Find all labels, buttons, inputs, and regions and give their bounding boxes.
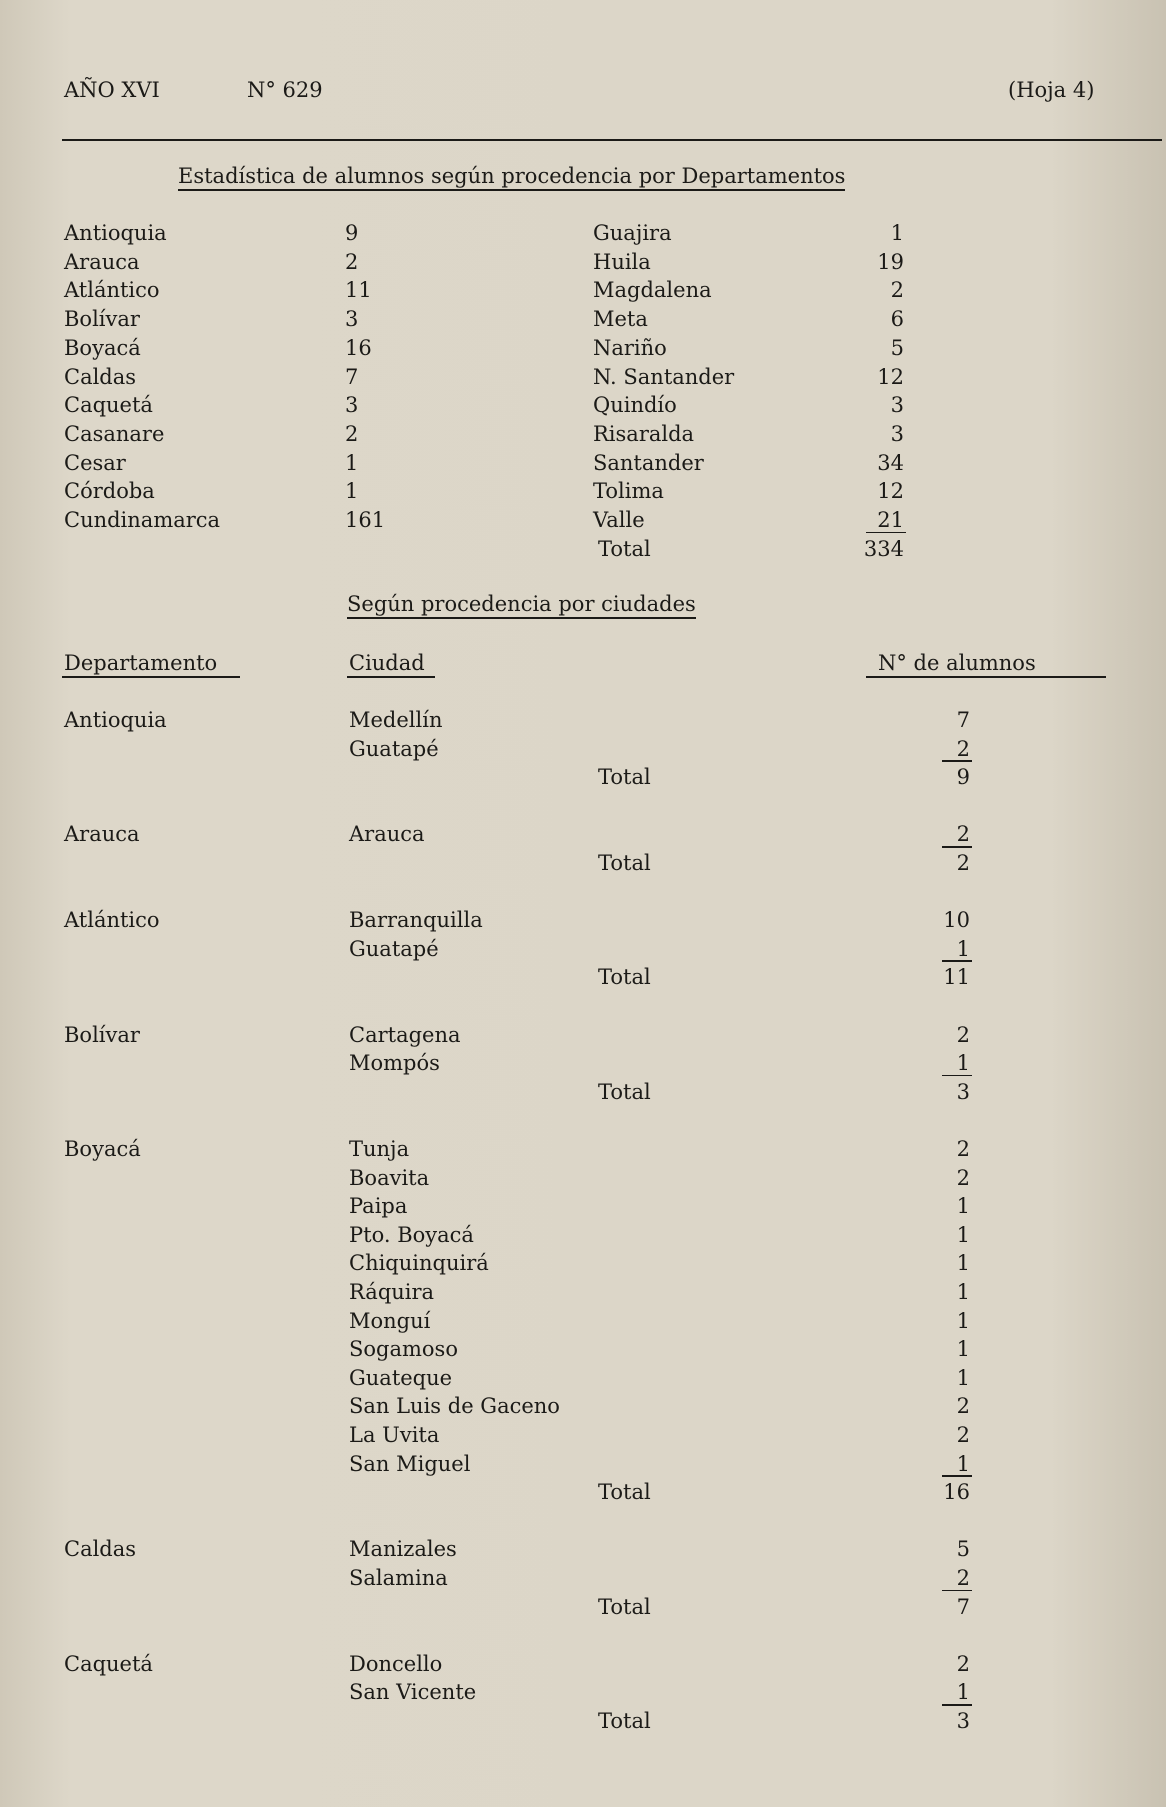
city-name: Paipa (349, 1194, 408, 1219)
city-count: 2 (956, 736, 970, 761)
city-count: 2 (956, 1165, 970, 1190)
header-number: N° 629 (247, 78, 323, 102)
city-count: 2 (956, 822, 970, 847)
departments-title: Estadística de alumnos según procedencia por Departamentos (178, 164, 845, 191)
group-department-name: Bolívar (64, 1022, 140, 1047)
city-name: Doncello (349, 1651, 443, 1676)
department-name: Nariño (593, 335, 667, 360)
city-name: Cartagena (349, 1022, 461, 1047)
city-count: 2 (956, 1651, 970, 1676)
header-year: AÑO XVI (64, 78, 160, 102)
department-count: 1 (890, 221, 904, 245)
group-total-rule (942, 760, 972, 762)
group-department-name: Boyacá (64, 1137, 141, 1161)
department-name: Atlántico (64, 278, 160, 303)
header-sheet: (Hoja 4) (1008, 78, 1095, 102)
city-name: Chiquinquirá (349, 1251, 489, 1276)
city-count: 1 (956, 1251, 970, 1276)
group-total-value: 3 (956, 1709, 970, 1733)
group-department-name: Antioquia (64, 708, 167, 732)
group-total-rule (942, 846, 972, 848)
departments-total-rule (866, 532, 906, 534)
group-department-name: Atlántico (64, 908, 160, 933)
group-total-value: 2 (956, 851, 970, 875)
department-name: Meta (593, 307, 648, 332)
group-total-rule (942, 1704, 972, 1706)
city-count: 2 (956, 1022, 970, 1047)
city-name: San Luis de Gaceno (349, 1394, 560, 1419)
city-count: 1 (956, 1194, 970, 1219)
department-count: 16 (345, 335, 372, 360)
header-rule (62, 139, 1162, 141)
department-name: Bolívar (64, 307, 140, 332)
department-count: 2 (345, 421, 359, 446)
department-name: Casanare (64, 421, 165, 446)
group-total-label: Total (598, 1079, 651, 1104)
department-name: Caquetá (64, 393, 153, 418)
department-name: Magdalena (593, 278, 712, 303)
group-total-label: Total (598, 965, 651, 990)
department-count: 1 (345, 450, 359, 475)
departments-total-label: Total (598, 536, 651, 561)
city-count: 1 (956, 1308, 970, 1333)
group-department-name: Arauca (64, 822, 140, 847)
city-count: 1 (956, 1051, 970, 1076)
city-name: Sogamoso (349, 1337, 458, 1362)
city-count: 1 (956, 1365, 970, 1390)
group-department-name: Caquetá (64, 1651, 153, 1676)
col-department-header: Departamento (64, 651, 218, 675)
city-name: Guatapé (349, 936, 439, 961)
group-total-rule (942, 1475, 972, 1477)
department-count: 3 (890, 421, 904, 446)
department-name: Cesar (64, 450, 126, 475)
department-count: 34 (877, 450, 904, 475)
col-count-underline (866, 676, 1106, 678)
city-count: 10 (943, 908, 970, 933)
city-count: 1 (956, 1451, 970, 1476)
cities-title: Según procedencia por ciudades (347, 592, 696, 619)
department-name: Valle (593, 508, 645, 532)
city-count: 7 (956, 708, 970, 732)
group-total-rule (942, 1590, 972, 1592)
city-count: 2 (956, 1394, 970, 1419)
city-name: La Uvita (349, 1423, 440, 1447)
department-count: 6 (890, 307, 904, 332)
city-name: Mompós (349, 1051, 440, 1076)
city-count: 2 (956, 1423, 970, 1447)
department-name: Arauca (64, 249, 140, 274)
city-count: 1 (956, 1337, 970, 1362)
city-count: 1 (956, 1680, 970, 1705)
city-count: 2 (956, 1137, 970, 1161)
department-count: 11 (345, 278, 372, 303)
department-count: 12 (877, 364, 904, 389)
group-total-value: 16 (943, 1480, 970, 1505)
department-count: 5 (890, 335, 904, 360)
city-count: 1 (956, 936, 970, 961)
group-total-value: 11 (943, 965, 970, 990)
department-count: 19 (877, 249, 904, 274)
col-city-header: Ciudad (349, 651, 425, 675)
city-name: Medellín (349, 708, 443, 732)
group-total-value: 3 (956, 1079, 970, 1104)
group-total-label: Total (598, 1709, 651, 1733)
group-total-label: Total (598, 765, 651, 790)
city-name: Salamina (349, 1566, 448, 1590)
department-count: 2 (890, 278, 904, 303)
city-name: Barranquilla (349, 908, 483, 933)
department-name: Boyacá (64, 335, 141, 360)
group-total-value: 9 (956, 765, 970, 790)
department-name: Huila (593, 249, 651, 274)
department-name: Risaralda (593, 421, 695, 446)
city-name: Tunja (349, 1137, 410, 1161)
department-count: 161 (345, 508, 386, 532)
city-name: Monguí (349, 1308, 431, 1333)
department-count: 7 (345, 364, 359, 389)
department-count: 12 (877, 479, 904, 504)
city-count: 2 (956, 1566, 970, 1590)
group-total-label: Total (598, 1480, 651, 1505)
group-total-label: Total (598, 1594, 651, 1619)
city-name: San Vicente (349, 1680, 477, 1705)
department-name: Guajira (593, 221, 672, 245)
department-count: 3 (890, 393, 904, 418)
city-name: Guateque (349, 1365, 453, 1390)
department-count: 3 (345, 393, 359, 418)
department-count: 9 (345, 221, 359, 245)
department-name: Antioquia (64, 221, 167, 245)
group-total-rule (942, 1075, 972, 1077)
city-name: Boavita (349, 1165, 430, 1190)
department-name: Quindío (593, 393, 677, 418)
city-count: 1 (956, 1280, 970, 1304)
city-name: Manizales (349, 1537, 457, 1562)
group-total-label: Total (598, 851, 651, 875)
col-count-header: N° de alumnos (878, 651, 1036, 675)
departments-total-value: 334 (863, 536, 904, 561)
department-count: 2 (345, 249, 359, 274)
department-name: Cundinamarca (64, 508, 221, 532)
col-department-underline (62, 676, 240, 678)
department-count: 3 (345, 307, 359, 332)
city-count: 5 (956, 1537, 970, 1562)
group-total-value: 7 (956, 1594, 970, 1619)
city-name: Ráquira (349, 1280, 435, 1304)
group-total-rule (942, 960, 972, 962)
department-name: N. Santander (593, 364, 735, 389)
city-count: 1 (956, 1222, 970, 1247)
col-city-underline (347, 676, 435, 678)
city-name: Arauca (349, 822, 425, 847)
department-name: Santander (593, 450, 704, 475)
city-name: Guatapé (349, 736, 439, 761)
department-count: 21 (877, 508, 904, 532)
department-count: 1 (345, 479, 359, 504)
city-name: San Miguel (349, 1451, 471, 1476)
city-name: Pto. Boyacá (349, 1222, 474, 1247)
department-name: Caldas (64, 364, 137, 389)
department-name: Córdoba (64, 479, 155, 504)
group-department-name: Caldas (64, 1537, 137, 1562)
department-name: Tolima (593, 479, 664, 504)
